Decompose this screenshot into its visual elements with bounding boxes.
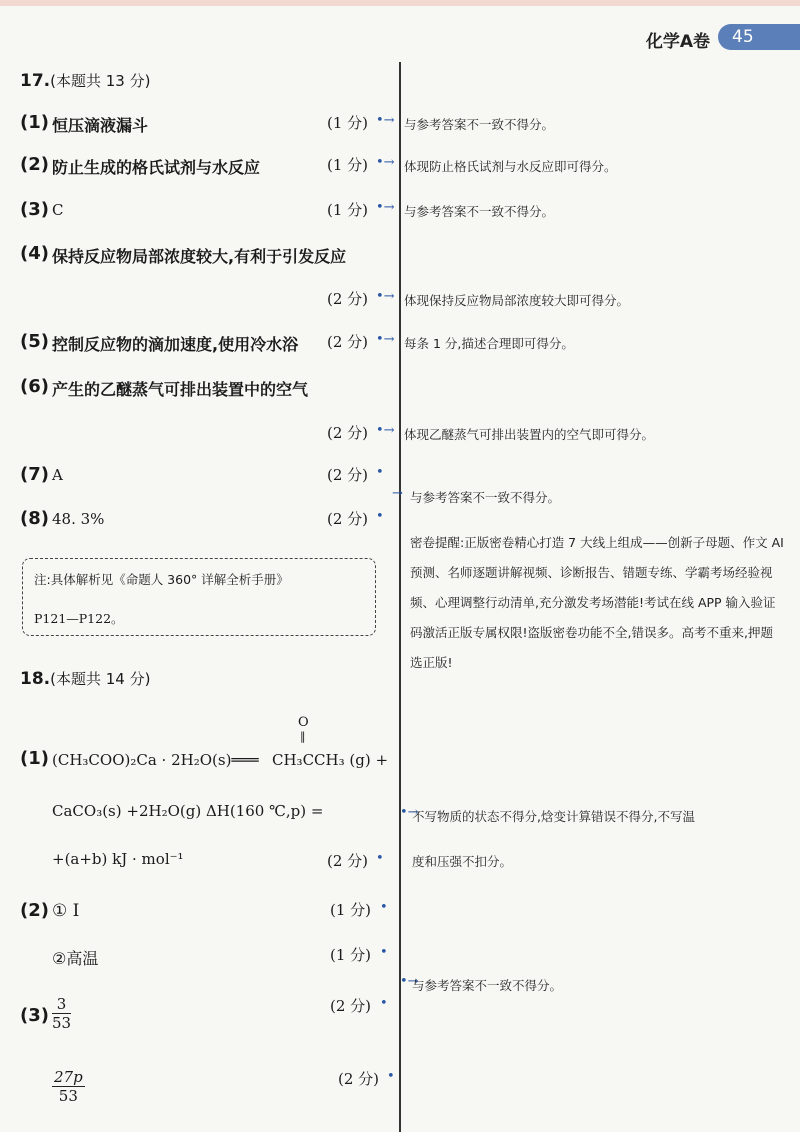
arrow-icon: •→ bbox=[400, 974, 419, 989]
q17-5-answer: 控制反应物的滴加速度,使用冷水浴 bbox=[52, 335, 299, 354]
q17-4-score: (2 分) bbox=[327, 290, 369, 308]
column-divider bbox=[399, 62, 401, 1132]
q17-1-answer: 恒压滴液漏斗 bbox=[52, 116, 149, 135]
arrow-icon: •→ bbox=[376, 332, 395, 347]
q17-5-score: (2 分) bbox=[327, 333, 369, 351]
q17-3-num: (3) bbox=[20, 199, 49, 220]
q18-3a-score: (2 分) bbox=[330, 997, 372, 1015]
q17-7-num: (7) bbox=[20, 464, 49, 485]
q17-7-note: 与参考答案不一致不得分。 bbox=[410, 490, 561, 505]
q18-2-note: 与参考答案不一致不得分。 bbox=[412, 978, 563, 993]
fraction-denominator: 53 bbox=[58, 1087, 78, 1105]
q18-3-num: (3) bbox=[20, 1005, 49, 1026]
arrow-icon: • bbox=[376, 509, 384, 524]
q17-6-answer: 产生的乙醚蒸气可排出装置中的空气 bbox=[52, 380, 309, 399]
q18-2-num: (2) bbox=[20, 900, 49, 921]
q17-5-num: (5) bbox=[20, 331, 49, 352]
q17-7-score: (2 分) bbox=[327, 466, 369, 484]
q17-1-note: 与参考答案不一致不得分。 bbox=[404, 117, 555, 132]
q17-2-num: (2) bbox=[20, 154, 49, 175]
arrow-icon: → bbox=[392, 486, 403, 501]
q17-6-note: 体现乙醚蒸气可排出装置内的空气即可得分。 bbox=[404, 427, 655, 442]
arrow-icon: •→ bbox=[376, 289, 395, 304]
q18-1-eq-left: (CH₃COO)₂Ca · 2H₂O(s)═══ bbox=[52, 751, 259, 769]
question-18-title: 18.(本题共 14 分) bbox=[20, 669, 151, 689]
q18-3b-fraction bbox=[52, 1068, 85, 1105]
q18-2b-score: (1 分) bbox=[330, 946, 372, 964]
q17-8-answer: 48. 3% bbox=[52, 510, 105, 528]
arrow-icon: •→ bbox=[376, 200, 395, 215]
carbonyl-oxygen: O bbox=[298, 715, 309, 730]
arrow-icon: • bbox=[376, 851, 384, 866]
arrow-icon: •→ bbox=[376, 155, 395, 170]
arrow-icon: • bbox=[387, 1069, 395, 1084]
q17-5-note: 每条 1 分,描述合理即可得分。 bbox=[404, 336, 574, 351]
q17-2-score: (1 分) bbox=[327, 156, 369, 174]
question-17-title: 17.(本题共 13 分) bbox=[20, 71, 151, 91]
q18-2a-score: (1 分) bbox=[330, 901, 372, 919]
arrow-icon: •→ bbox=[376, 423, 395, 438]
q17-3-score: (1 分) bbox=[327, 201, 369, 219]
q17-3-note: 与参考答案不一致不得分。 bbox=[404, 204, 555, 219]
q18-1-num: (1) bbox=[20, 748, 49, 769]
q17-7-answer: A bbox=[52, 466, 63, 484]
fraction-numerator: 27p bbox=[54, 1068, 83, 1086]
fraction-denominator: 53 bbox=[52, 1014, 72, 1032]
arrow-icon: • bbox=[380, 945, 388, 960]
arrow-icon: • bbox=[376, 465, 384, 480]
q17-2-answer: 防止生成的格氏试剂与水反应 bbox=[52, 158, 261, 177]
q17-3-answer: C bbox=[52, 201, 64, 219]
q18-1-eq-right: CH₃CCH₃ (g) + bbox=[272, 751, 389, 769]
q18-1-eq-line3: +(a+b) kJ · mol⁻¹ bbox=[52, 850, 184, 868]
reference-note-line1: 注:具体解析见《命题人 360° 详解全析手册》 bbox=[34, 572, 289, 587]
subject-title: 化学A卷 bbox=[645, 32, 710, 52]
q18-2b-answer: ②高温 bbox=[52, 949, 99, 968]
q18-3a-fraction bbox=[52, 995, 71, 1032]
q17-4-num: (4) bbox=[20, 243, 49, 264]
q17-8-score: (2 分) bbox=[327, 510, 369, 528]
q18-2a-answer: ① I bbox=[52, 901, 80, 921]
fraction-numerator: 3 bbox=[52, 995, 71, 1014]
q17-1-score: (1 分) bbox=[327, 114, 369, 132]
q18-3b-score: (2 分) bbox=[338, 1070, 380, 1088]
arrow-icon: • bbox=[380, 996, 388, 1011]
q17-4-note: 体现保持反应物局部浓度较大即可得分。 bbox=[404, 293, 630, 308]
page-number-badge: 45 bbox=[718, 24, 800, 50]
q18-1-score: (2 分) bbox=[327, 852, 369, 870]
q17-8-num: (8) bbox=[20, 508, 49, 529]
reference-note-line2: P121—P122。 bbox=[34, 611, 124, 626]
q17-1-num: (1) bbox=[20, 112, 49, 133]
double-bond-mark: ‖ bbox=[300, 730, 306, 743]
top-edge bbox=[0, 0, 800, 6]
arrow-icon: •→ bbox=[400, 805, 419, 820]
q17-2-note: 体现防止格氏试剂与水反应即可得分。 bbox=[404, 159, 617, 174]
q18-1-note1: 不写物质的状态不得分,焓变计算错误不得分,不写温 bbox=[412, 809, 695, 824]
arrow-icon: •→ bbox=[376, 113, 395, 128]
q17-6-num: (6) bbox=[20, 376, 49, 397]
arrow-icon: • bbox=[380, 900, 388, 915]
q18-1-note2: 度和压强不扣分。 bbox=[412, 854, 513, 869]
q17-6-score: (2 分) bbox=[327, 424, 369, 442]
q18-1-eq-line2: CaCO₃(s) +2H₂O(g) ΔH(160 ℃,p) = bbox=[52, 802, 324, 820]
q17-4-answer: 保持反应物局部浓度较大,有利于引发反应 bbox=[52, 247, 347, 266]
sidebar-reminder-paragraph: 密卷提醒:正版密卷精心打造 7 大线上组成——创新子母题、作文 AI 预测、名师逐题讲解视频、诊断报告、错题专练、学霸考场经验视频、心理调整行动清单,充分激发考场潜能!考试在线 APP 输入验证码激活正版专属权限!盗版密卷功能不全,错误多。高考不重来,押题选正版! bbox=[410, 535, 784, 670]
